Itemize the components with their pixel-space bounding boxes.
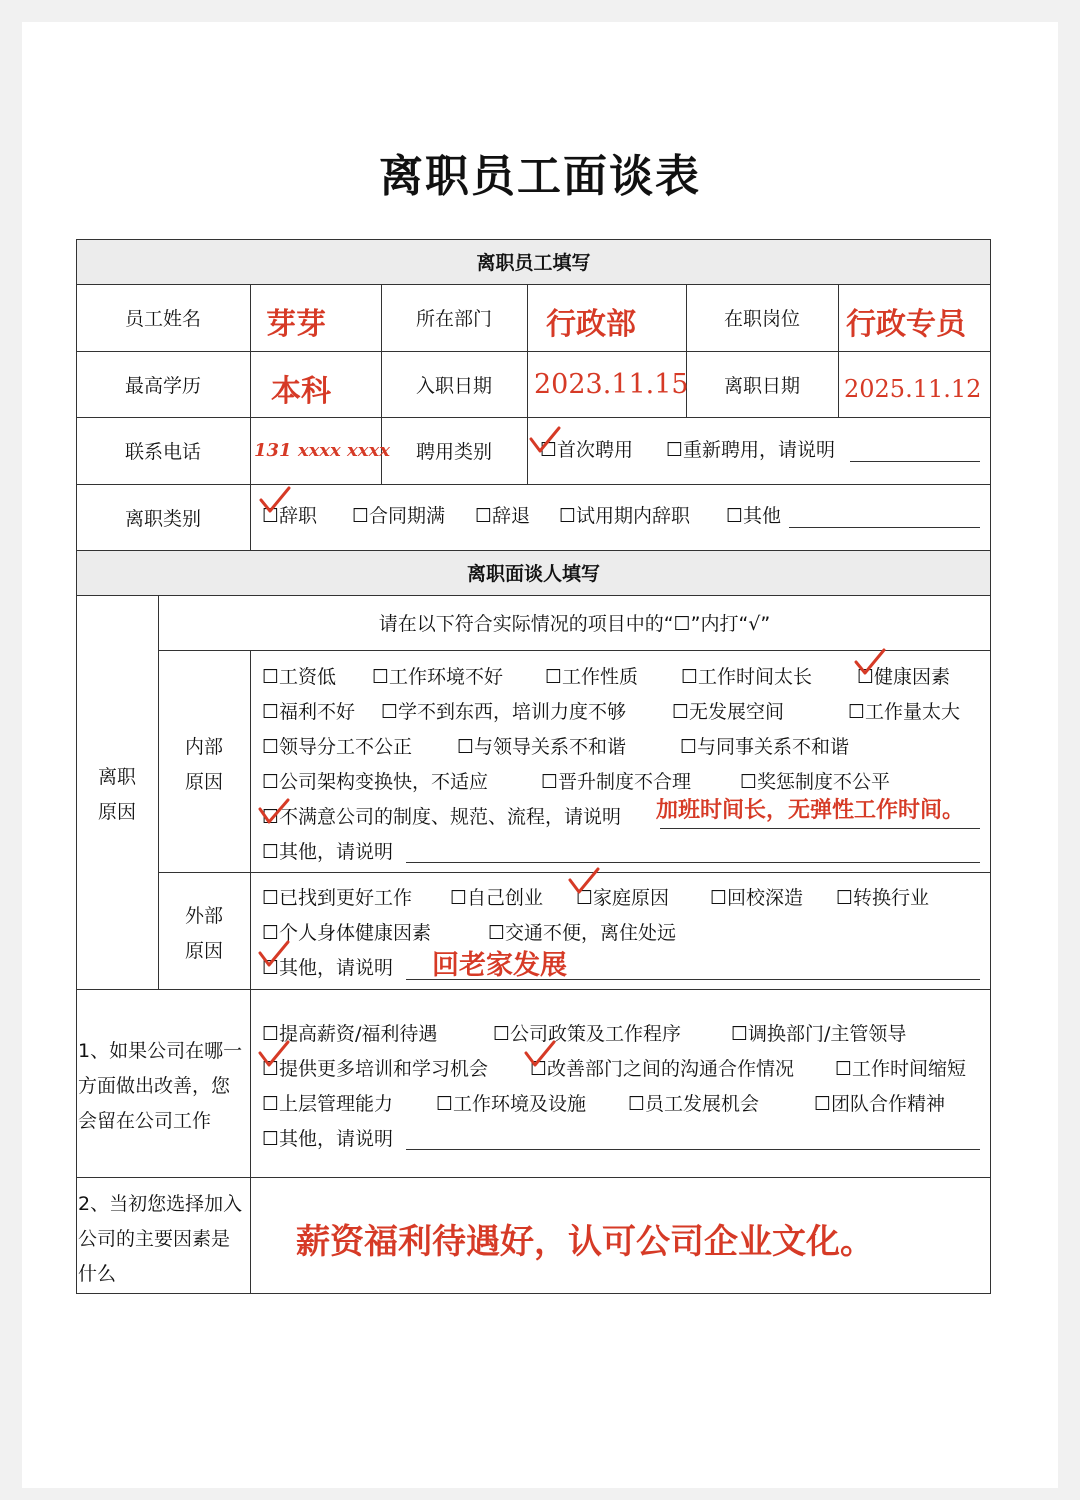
join-date-value[interactable]: 2023.11.15	[534, 369, 689, 400]
internal-note[interactable]: 加班时间长，无弹性工作时间。	[656, 797, 965, 823]
internal-option[interactable]: ☐其他，请说明	[262, 841, 394, 863]
reasons-label-2: 原因	[97, 801, 136, 823]
internal-option[interactable]: ☐领导分工不公正	[262, 736, 413, 758]
external-option[interactable]: ☐已找到更好工作	[262, 887, 413, 909]
internal-option[interactable]: ☐工作量太大	[848, 701, 961, 723]
leave-type-option[interactable]: ☐试用期内辞职	[559, 505, 691, 527]
rule	[76, 1293, 991, 1294]
internal-option[interactable]: ☐公司架构变换快，不适应	[262, 771, 489, 793]
leave-date-value[interactable]: 2025.11.12	[844, 375, 982, 403]
improvement-option[interactable]: ☐工作时间缩短	[835, 1058, 967, 1080]
dept-label: 所在部门	[415, 308, 492, 330]
section-title-interviewer: 离职面谈人填写	[466, 563, 600, 585]
name-value[interactable]: 芽芽	[266, 307, 326, 342]
leave-date-label: 离职日期	[723, 374, 800, 397]
internal-option[interactable]: ☐不满意公司的制度、规范、流程，请说明	[262, 806, 622, 828]
rule	[990, 239, 991, 1294]
internal-explain-blank[interactable]	[660, 828, 980, 829]
leave-type-label: 离职类别	[124, 507, 201, 530]
rule	[250, 650, 251, 989]
internal-label-2: 原因	[184, 771, 223, 793]
improvement-option[interactable]: ☐调换部门/主管领导	[731, 1023, 907, 1045]
external-option[interactable]: ☐个人身体健康因素	[262, 922, 432, 944]
external-option[interactable]: ☐其他，请说明	[262, 957, 394, 979]
leave-type-option[interactable]: ☐合同期满	[352, 505, 446, 527]
hire-first-option[interactable]: ☐首次聘用	[540, 439, 634, 461]
check-mark-icon	[523, 1039, 557, 1069]
post-value[interactable]: 行政专员	[846, 307, 966, 342]
internal-option[interactable]: ☐与领导关系不和谐	[457, 736, 627, 758]
rule	[250, 284, 251, 550]
improvement-option[interactable]: ☐团队合作精神	[814, 1093, 946, 1115]
hire-explain-blank[interactable]	[850, 461, 980, 462]
check-mark-icon	[567, 866, 601, 896]
improvement-option[interactable]: ☐工作环境及设施	[436, 1093, 587, 1115]
interview-form	[76, 239, 991, 1294]
internal-option[interactable]: ☐奖惩制度不公平	[740, 771, 891, 793]
external-option[interactable]: ☐转换行业	[836, 887, 930, 909]
page-title: 离职员工面谈表	[379, 151, 701, 202]
hire-type-label: 聘用类别	[415, 441, 492, 463]
check-mark-icon	[258, 485, 292, 515]
external-note[interactable]: 回老家发展	[432, 950, 567, 981]
phone-value[interactable]: 131 xxxx xxxx	[254, 440, 390, 461]
external-option[interactable]: ☐自己创业	[450, 887, 544, 909]
external-option[interactable]: ☐交通不便，离住处远	[488, 922, 677, 944]
check-mark-icon	[528, 425, 562, 455]
internal-option[interactable]: ☐晋升制度不合理	[541, 771, 692, 793]
question-1-line-2: 方面做出改善，您	[78, 1075, 231, 1097]
improvement-option[interactable]: ☐改善部门之间的沟通合作情况	[530, 1058, 795, 1080]
internal-option[interactable]: ☐工作环境不好	[372, 666, 504, 688]
external-option[interactable]: ☐家庭原因	[576, 887, 670, 909]
internal-option[interactable]: ☐工作时间太长	[681, 666, 813, 688]
internal-option[interactable]: ☐学不到东西，培训力度不够	[381, 701, 627, 723]
name-label: 员工姓名	[124, 308, 201, 330]
question-2-line-2: 公司的主要因素是	[78, 1228, 231, 1250]
internal-option[interactable]: ☐工资低	[262, 666, 337, 688]
internal-option[interactable]: ☐无发展空间	[672, 701, 785, 723]
post-label: 在职岗位	[723, 308, 800, 330]
improvement-option[interactable]: ☐提高薪资/福利待遇	[262, 1023, 438, 1045]
join-date-label: 入职日期	[415, 374, 492, 397]
leave-other-blank[interactable]	[789, 527, 980, 528]
question-2-line-1: 2、当初您选择加入	[78, 1193, 243, 1215]
improvement-option[interactable]: ☐公司政策及工作程序	[493, 1023, 682, 1045]
leave-type-option[interactable]: ☐辞退	[475, 505, 531, 527]
internal-option[interactable]: ☐健康因素	[857, 666, 951, 688]
external-label-2: 原因	[184, 940, 223, 962]
rule	[838, 284, 839, 417]
external-label-1: 外部	[184, 905, 223, 927]
internal-option[interactable]: ☐福利不好	[262, 701, 356, 723]
internal-other-blank[interactable]	[406, 862, 980, 863]
check-mark-icon	[257, 796, 291, 826]
internal-option[interactable]: ☐与同事关系不和谐	[680, 736, 850, 758]
improvement-option[interactable]: ☐员工发展机会	[628, 1093, 760, 1115]
question-2-answer[interactable]: 薪资福利待遇好，认可公司企业文化。	[296, 1222, 874, 1262]
check-mark-icon	[257, 939, 291, 969]
education-label: 最高学历	[124, 374, 201, 397]
rule	[250, 989, 251, 1294]
leave-type-option[interactable]: ☐辞职	[262, 505, 318, 527]
rule	[76, 989, 991, 990]
check-mark-icon	[257, 1039, 291, 1069]
rule	[76, 1177, 991, 1178]
improvement-option[interactable]: ☐提供更多培训和学习机会	[262, 1058, 489, 1080]
question-1-line-1: 1、如果公司在哪一	[78, 1040, 243, 1062]
question-2-line-3: 什么	[78, 1263, 117, 1285]
internal-option[interactable]: ☐工作性质	[545, 666, 639, 688]
dept-value[interactable]: 行政部	[546, 307, 636, 342]
education-value[interactable]: 本科	[271, 374, 331, 409]
hire-rehire-option[interactable]: ☐重新聘用，请说明	[666, 439, 836, 461]
leave-type-option[interactable]: ☐其他	[726, 505, 782, 527]
instruction-text: 请在以下符合实际情况的项目中的“☐”内打“√”	[378, 613, 771, 635]
internal-label-1: 内部	[184, 736, 223, 758]
improvement-other-blank[interactable]	[406, 1149, 980, 1150]
improvement-option[interactable]: ☐其他，请说明	[262, 1128, 394, 1150]
reasons-label-1: 离职	[97, 766, 136, 788]
question-1-line-3: 会留在公司工作	[78, 1110, 212, 1132]
rule	[527, 284, 528, 417]
phone-label: 联系电话	[124, 441, 201, 463]
section-title-employee: 离职员工填写	[476, 252, 591, 274]
check-mark-icon	[853, 647, 887, 677]
external-option[interactable]: ☐回校深造	[710, 887, 804, 909]
improvement-option[interactable]: ☐上层管理能力	[262, 1093, 394, 1115]
